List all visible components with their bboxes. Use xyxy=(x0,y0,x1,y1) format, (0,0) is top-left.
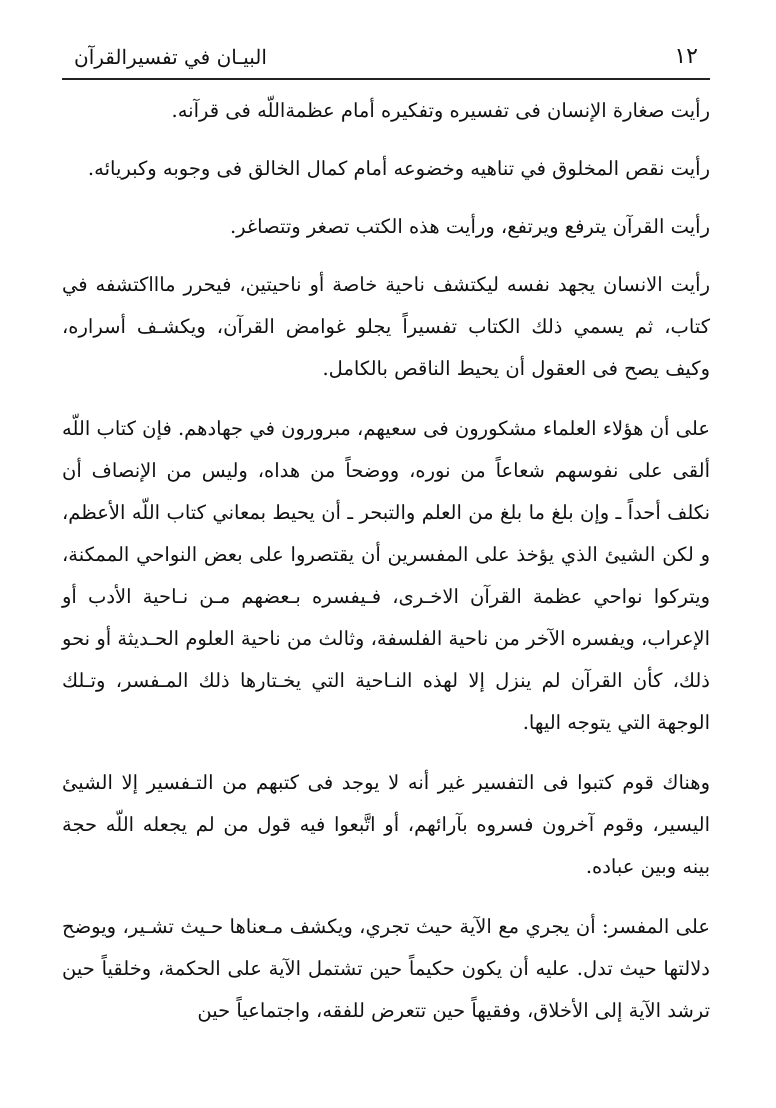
page-header xyxy=(62,34,710,80)
paragraph-6: وهناك قوم كتبوا فى التفسير غير أنه لا يوجد فى كتبهم من التـفسير إلا الشيئ اليسير، وقوم آخرون فسروه بآرائهم، أو اتَّبعوا فيه قول من لم يجعله اللّه حجة بينه وبين عباده. xyxy=(62,771,710,878)
paragraph-4: رأيت الانسان يجهد نفسه ليكتشف ناحية خاصة أو ناحيتين، فيحرر ماااكتشفه في كتاب، ثم يسمي ذلك الكتاب تفسيراً يجلو غوامض القرآن، ويكشـف أسراره، وكيف يصح فى العقول أن يحيط الناقص بالكامل. xyxy=(62,273,710,380)
paragraph-7: على المفسر: أن يجري مع الآية حيث تجري، ويكشف مـعناها حـيث تشـير، ويوضح دلالتها حيث تدل. عليه أن يكون حكيماً حين تشتمل الآية على الحكمة، وخلقياً حين ترشد الآية إلى الأخلاق، وفقيهاً حين تتعرض للفقه، واجتماعياً حين xyxy=(62,915,710,1022)
page-number: ١٢ xyxy=(674,43,698,69)
body-text xyxy=(62,90,710,1032)
paragraph-2: رأيت نقص المخلوق في تناهيه وخضوعه أمام كمال الخالق فى وجوبه وكبريائه. xyxy=(87,157,710,180)
paragraph-3: رأيت القرآن يترفع ويرتفع، ورأيت هذه الكتب تصغر وتتصاغر. xyxy=(229,215,710,238)
paragraph-5: على أن هؤلاء العلماء مشكورون فى سعيهم، مبرورون في جهادهم. فإن كتاب اللّه ألقى على نفوسهم شعاعاً من نوره، ووضحاً من هداه، وليس من الإنصاف أن نكلف أحداً ـ وإن بلغ ما بلغ من العلم والتبحر ـ أن يحيط بمعاني كتاب اللّه الأعظم، و لكن الشيئ الذي يؤخذ على المفسرين أن يقتصروا على بعض النواحي الممكنة، ويتركوا نواحي عظمة القرآن الاخـرى، فـيفسره بـعضهم مـن نـاحية الأدب أو الإعراب، ويفسره الآخر من ناحية الفلسفة، وثالث من ناحية العلوم الحـديثة أو نحو ذلك، كأن القرآن لم ينزل إلا لهذه النـاحية التي يخـتارها ذلك المـفسر، وتـلك الوجهة التي يتوجه اليها. xyxy=(62,417,710,734)
running-title: البيـان في تفسيرالقرآن xyxy=(74,45,267,69)
book-page xyxy=(62,34,710,1074)
paragraph-1: رأيت صغارة الإنسان فى تفسيره وتفكيره أمام عظمةاللّه فى قرآنه. xyxy=(171,99,710,122)
